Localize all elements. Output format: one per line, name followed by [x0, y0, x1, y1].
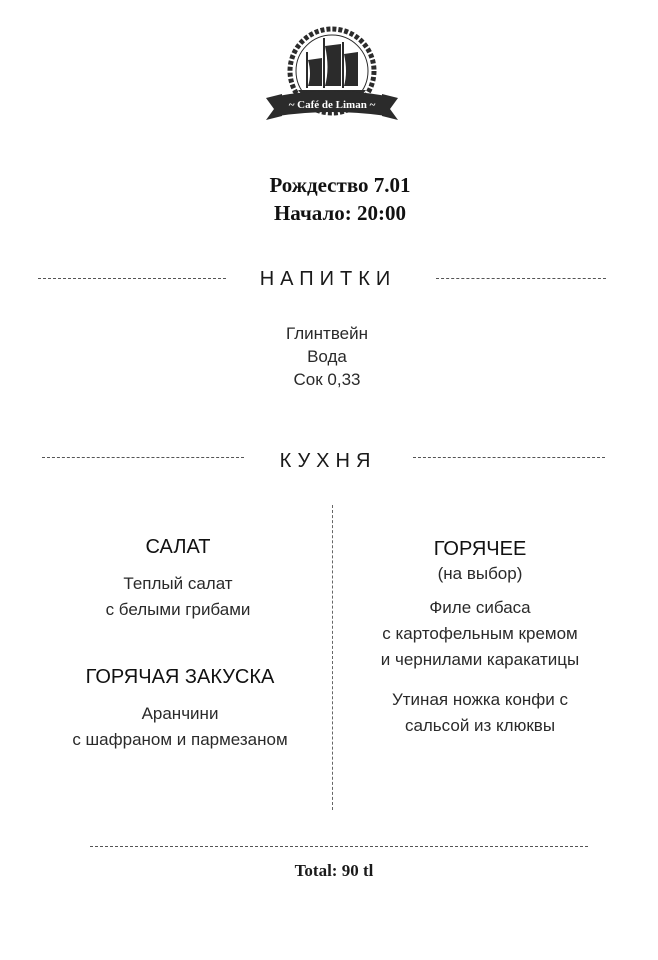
list-item: Глинтвейн — [285, 324, 369, 343]
appetizer-title: ГОРЯЧАЯ ЗАКУСКА — [85, 666, 275, 688]
logo-text: ~ Café de Liman ~ — [288, 99, 376, 111]
divider-left — [38, 278, 226, 279]
hot-subtitle: (на выбор) — [437, 564, 523, 583]
event-start-time: Начало: 20:00 — [273, 201, 407, 225]
total-price: Total: 90 tl — [294, 861, 374, 880]
ship-icon — [292, 38, 366, 100]
hot-title: ГОРЯЧЕЕ — [433, 538, 527, 560]
salad-title: САЛАТ — [145, 536, 211, 558]
drinks-list — [222, 322, 432, 391]
column-divider — [332, 505, 333, 810]
appetizer-line: с шафраном и пармезаном — [72, 730, 288, 749]
salad-line: Теплый салат — [123, 574, 233, 593]
hot-option-2-line: сальсой из клюквы — [404, 716, 556, 735]
hot-option-1-line: Филе сибаса — [429, 598, 531, 617]
hot-option-1-line: и чернилами каракатицы — [380, 650, 580, 669]
list-item: Вода — [307, 347, 347, 366]
divider-left — [42, 457, 244, 458]
divider-right — [436, 278, 606, 279]
appetizer-block — [30, 666, 330, 753]
list-item: Сок 0,33 — [293, 370, 361, 389]
hot-option-2-line: Утиная ножка конфи с — [391, 690, 569, 709]
cafe-logo — [262, 24, 402, 128]
salad-line: с белыми грибами — [105, 600, 251, 619]
divider-right — [413, 457, 605, 458]
appetizer-line: Аранчини — [141, 704, 219, 723]
hot-option-1-line: с картофельным кремом — [382, 624, 578, 643]
event-title: Рождество 7.01 — [269, 173, 411, 197]
section-title-kitchen: КУХНЯ — [279, 450, 377, 472]
hot-block — [340, 538, 620, 739]
salad-block — [40, 536, 316, 623]
divider-bottom — [90, 846, 588, 847]
section-title-drinks: НАПИТКИ — [259, 268, 397, 290]
